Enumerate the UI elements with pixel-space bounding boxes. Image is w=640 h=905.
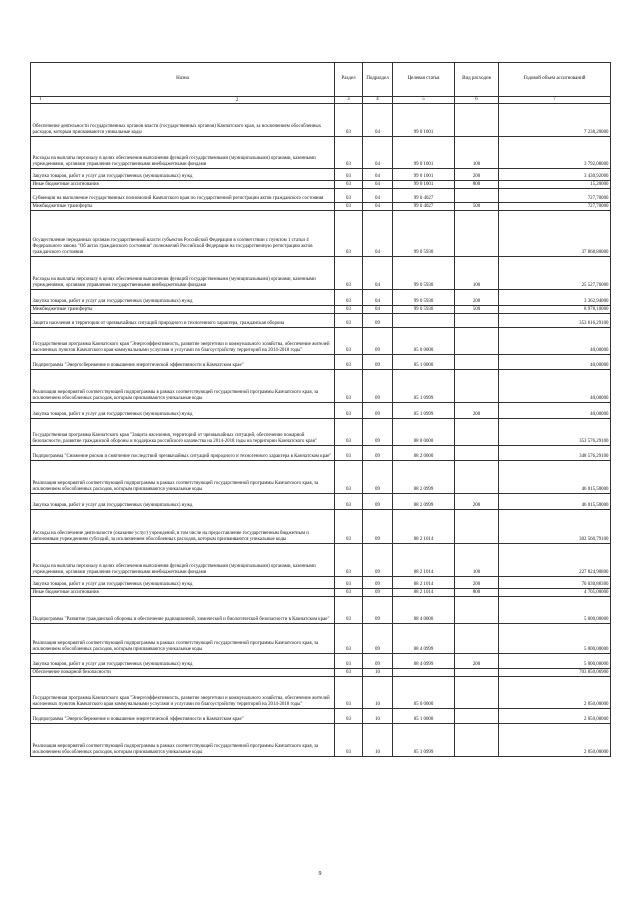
row-vid: 100 [455, 137, 499, 169]
table-body [31, 97, 611, 757]
row-razdel: 03 [335, 544, 363, 577]
column-number: 3 [335, 97, 363, 104]
row-statya: 99 0 5930 [393, 257, 455, 290]
table-row [31, 290, 611, 306]
row-razdel: 03 [335, 181, 363, 189]
table-row [31, 669, 611, 677]
column-number: 4 [363, 97, 393, 104]
row-sum: 46 015,50000 [499, 494, 611, 510]
row-name: Закупка товаров, работ и услуг для государственных (муниципальных) нужд [31, 577, 335, 589]
row-statya: 99 0 5930 [393, 290, 455, 306]
table-row [31, 446, 611, 461]
row-sum: 46 015,50000 [499, 461, 611, 494]
column-number: 7 [499, 97, 611, 104]
row-sum: 227 824,90800 [499, 544, 611, 577]
row-razdel: 03 [335, 724, 363, 757]
row-podrazdel: 09 [363, 510, 393, 544]
row-statya: 08 2 1014 [393, 544, 455, 577]
row-razdel: 03 [335, 577, 363, 589]
row-razdel: 03 [335, 677, 363, 709]
row-name: Государственная программа Камчатского края "Защита населения, территорий от чрезвычайных ситуаций, обеспечение пожарной безопасности, развитие гражданской обороны и поддержка российского казачества на 2014-2018 годы на территории Камчатского края" [31, 419, 335, 446]
row-vid: 800 [455, 181, 499, 189]
row-statya: 08 0 0000 [393, 419, 455, 446]
column-number: 1 [31, 97, 335, 104]
column-number: 5 [393, 97, 455, 104]
row-razdel: 03 [335, 189, 363, 203]
row-podrazdel: 09 [363, 328, 393, 355]
row-sum: 15,20000 [499, 181, 611, 189]
row-statya: 99 0 5930 [393, 211, 455, 257]
row-sum: 5 000,00000 [499, 654, 611, 669]
row-vid [455, 211, 499, 257]
row-vid [455, 328, 499, 355]
row-statya: 08 2 1014 [393, 510, 455, 544]
table-row [31, 169, 611, 181]
row-razdel: 03 [335, 257, 363, 290]
row-podrazdel: 04 [363, 203, 393, 211]
row-podrazdel: 10 [363, 709, 393, 724]
row-razdel: 03 [335, 419, 363, 446]
table-row [31, 306, 611, 314]
row-razdel: 03 [335, 370, 363, 403]
row-sum: 2 050,00000 [499, 724, 611, 757]
row-name: Закупка товаров, работ и услуг для государственных (муниципальных) нужд [31, 494, 335, 510]
row-vid: 200 [455, 290, 499, 306]
table-row [31, 654, 611, 669]
budget-table [30, 62, 611, 757]
column-number: 6 [455, 97, 499, 104]
row-statya: 05 1 0999 [393, 403, 455, 419]
table-row [31, 577, 611, 589]
row-razdel: 03 [335, 169, 363, 181]
row-razdel: 03 [335, 104, 363, 137]
row-podrazdel: 09 [363, 370, 393, 403]
table-row [31, 461, 611, 494]
row-statya: 05 1 0000 [393, 709, 455, 724]
row-podrazdel: 09 [363, 494, 393, 510]
row-podrazdel: 09 [363, 654, 393, 669]
row-podrazdel: 09 [363, 597, 393, 624]
row-vid: 200 [455, 403, 499, 419]
row-razdel: 03 [335, 403, 363, 419]
header-vid: Вид расходов [455, 63, 499, 97]
row-podrazdel: 04 [363, 290, 393, 306]
row-name: Расходы на выплаты персоналу в целях обеспечения выполнения функций государственными (муниципальными) органами, казенными учреждениями, органами управления государственными внебюджетными фондами [31, 544, 335, 577]
row-name: Закупка товаров, работ и услуг для государственных (муниципальных) нужд [31, 290, 335, 306]
row-podrazdel: 04 [363, 181, 393, 189]
row-statya [393, 669, 455, 677]
row-vid: 500 [455, 203, 499, 211]
document-page [30, 62, 610, 757]
table-row [31, 314, 611, 328]
row-name: Реализация мероприятий соответствующей подпрограммы в рамках соответствующей государственной программы Камчатского края, за исключением обособленных расходов, которым присваиваются уникальные коды [31, 461, 335, 494]
table-row [31, 355, 611, 370]
table-row [31, 510, 611, 544]
row-name: Осуществление переданных органам государственной власти субъектов Российской Федерации в соответствии с пунктом 1 статьи 4 Федерального закона "Об актах гражданского состояния" полномочий Российской Федерации на государственную регистрацию актов гражданского состояния [31, 211, 335, 257]
row-razdel: 03 [335, 589, 363, 597]
row-statya: 08 2 0999 [393, 461, 455, 494]
row-statya: 05 1 0999 [393, 370, 455, 403]
row-name: Реализация мероприятий соответствующей подпрограммы в рамках соответствующей государственной программы Камчатского края, за исключением обособленных расходов, которым присваиваются уникальные коды [31, 370, 335, 403]
header-podrazdel: Подраздел [363, 63, 393, 97]
row-statya [393, 314, 455, 328]
row-vid [455, 104, 499, 137]
row-name: Межбюджетные трансферты [31, 306, 335, 314]
table-row [31, 137, 611, 169]
row-sum: 70 030,88300 [499, 577, 611, 589]
row-statya: 99 0 4027 [393, 203, 455, 211]
row-vid: 500 [455, 306, 499, 314]
row-sum: 2 050,00000 [499, 677, 611, 709]
row-statya: 99 0 1001 [393, 181, 455, 189]
row-statya: 08 2 0000 [393, 446, 455, 461]
table-row [31, 257, 611, 290]
table-row [31, 328, 611, 355]
table-row [31, 419, 611, 446]
row-vid [455, 355, 499, 370]
row-razdel: 03 [335, 211, 363, 257]
row-name: Государственная программа Камчатского края "Энергоэффективность, развитие энергетики и коммунального хозяйства, обеспечение жителей населенных пунктов Камчатского края коммунальными услугами и услугами по благоустройству территорий на 2014-2018 годы" [31, 328, 335, 355]
row-name: Подпрограмма "Энергосбережение и повышение энергетической эффективности в Камчатском крае" [31, 355, 335, 370]
row-razdel: 03 [335, 137, 363, 169]
row-razdel: 03 [335, 446, 363, 461]
row-vid [455, 709, 499, 724]
row-podrazdel: 04 [363, 211, 393, 257]
row-name: Подпрограмма "Развитие гражданской обороны и обеспечение радиационной, химической и биологической безопасности в Камчатском крае" [31, 597, 335, 624]
row-razdel: 03 [335, 709, 363, 724]
row-statya: 08 4 0999 [393, 624, 455, 654]
row-name: Подпрограмма "Снижение рисков и смягчение последствий чрезвычайных ситуаций природного и техногенного характера в Камчатском крае" [31, 446, 335, 461]
row-razdel: 03 [335, 203, 363, 211]
row-podrazdel: 10 [363, 669, 393, 677]
table-row [31, 403, 611, 419]
row-podrazdel: 09 [363, 403, 393, 419]
column-number-2: 2 [236, 98, 239, 103]
row-razdel: 03 [335, 510, 363, 544]
row-name: Закупка товаров, работ и услуг для государственных (муниципальных) нужд [31, 169, 335, 181]
row-sum: 353 576,29100 [499, 419, 611, 446]
page-number: 9 [318, 871, 322, 877]
row-podrazdel: 09 [363, 355, 393, 370]
row-name: Субвенции на выполнение государственных полномочий Камчатского края по государственной регистрации актов гражданского состояния [31, 189, 335, 203]
row-razdel: 03 [335, 290, 363, 306]
row-vid: 200 [455, 577, 499, 589]
row-sum: 3 430,92000 [499, 169, 611, 181]
row-sum: 8 978,10000 [499, 306, 611, 314]
row-sum: 727,70000 [499, 189, 611, 203]
row-statya: 08 4 0000 [393, 597, 455, 624]
row-sum: 40,00000 [499, 370, 611, 403]
row-name: Межбюджетные трансферты [31, 203, 335, 211]
row-podrazdel: 09 [363, 624, 393, 654]
row-sum: 3 792,08000 [499, 137, 611, 169]
row-podrazdel: 04 [363, 306, 393, 314]
row-vid [455, 597, 499, 624]
row-podrazdel: 04 [363, 169, 393, 181]
table-row [31, 589, 611, 597]
row-name: Реализация мероприятий соответствующей подпрограммы в рамках соответствующей государственной программы Камчатского края, за исключением обособленных расходов, которым присваиваются уникальные коды [31, 724, 335, 757]
row-razdel: 03 [335, 654, 363, 669]
row-sum: 3 362,94000 [499, 290, 611, 306]
row-vid [455, 189, 499, 203]
row-razdel: 03 [335, 624, 363, 654]
header-razdel: Раздел [335, 63, 363, 97]
table-row [31, 203, 611, 211]
row-statya: 99 0 4027 [393, 189, 455, 203]
row-sum: 40,00000 [499, 403, 611, 419]
table-row [31, 624, 611, 654]
row-name: Обеспечение пожарной безопасности [31, 669, 335, 677]
row-podrazdel: 09 [363, 544, 393, 577]
row-vid: 100 [455, 257, 499, 290]
row-name: Иные бюджетные ассигнования [31, 181, 335, 189]
row-podrazdel: 09 [363, 446, 393, 461]
table-row [31, 181, 611, 189]
row-vid [455, 624, 499, 654]
row-vid: 100 [455, 544, 499, 577]
row-statya: 08 2 0999 [393, 494, 455, 510]
header-statya: Целевая статья [393, 63, 455, 97]
row-sum: 4 705,00000 [499, 589, 611, 597]
row-razdel: 03 [335, 314, 363, 328]
table-row [31, 370, 611, 403]
row-podrazdel: 09 [363, 589, 393, 597]
row-sum: 5 000,00000 [499, 597, 611, 624]
row-statya: 99 0 1001 [393, 104, 455, 137]
row-name: Иные бюджетные ассигнования [31, 589, 335, 597]
row-vid: 200 [455, 654, 499, 669]
row-sum: 2 050,00000 [499, 709, 611, 724]
table-row [31, 494, 611, 510]
row-statya: 99 0 1001 [393, 137, 455, 169]
table-header-row [31, 63, 611, 97]
row-name: Обеспечение деятельности государственных органов власти (государственных органов) Камчатского края, за исключением обособленных расходов, которым присваиваются уникальные коды [31, 104, 335, 137]
table-row [31, 597, 611, 624]
row-vid [455, 677, 499, 709]
row-podrazdel: 09 [363, 314, 393, 328]
table-row [31, 104, 611, 137]
row-podrazdel: 09 [363, 461, 393, 494]
row-statya: 99 0 1001 [393, 169, 455, 181]
row-razdel: 03 [335, 461, 363, 494]
column-numbers-row [31, 97, 611, 104]
row-razdel: 03 [335, 355, 363, 370]
row-vid: 200 [455, 494, 499, 510]
row-sum: 25 527,76000 [499, 257, 611, 290]
row-statya: 08 2 1014 [393, 577, 455, 589]
row-statya: 05 0 0000 [393, 677, 455, 709]
row-vid [455, 510, 499, 544]
row-razdel: 03 [335, 669, 363, 677]
row-sum: 40,00000 [499, 355, 611, 370]
row-podrazdel: 04 [363, 104, 393, 137]
table-row [31, 211, 611, 257]
row-name: Закупка товаров, работ и услуг для государственных (муниципальных) нужд [31, 654, 335, 669]
row-razdel: 03 [335, 494, 363, 510]
row-podrazdel: 09 [363, 419, 393, 446]
row-vid [455, 724, 499, 757]
table-row [31, 724, 611, 757]
table-row [31, 677, 611, 709]
row-podrazdel: 04 [363, 137, 393, 169]
row-podrazdel: 04 [363, 257, 393, 290]
table-row [31, 709, 611, 724]
row-statya: 99 0 5930 [393, 306, 455, 314]
row-razdel: 03 [335, 306, 363, 314]
row-sum: 5 000,00000 [499, 624, 611, 654]
row-statya: 05 1 0999 [393, 724, 455, 757]
row-vid: 800 [455, 589, 499, 597]
row-name: Закупка товаров, работ и услуг для государственных (муниципальных) нужд [31, 403, 335, 419]
row-statya: 08 2 1014 [393, 589, 455, 597]
row-name: Расходы на выплаты персоналу в целях обеспечения выполнения функций государственными (муниципальными) органами, казенными учреждениями, органами управления государственными внебюджетными фондами [31, 137, 335, 169]
row-vid [455, 370, 499, 403]
row-sum: 40,00000 [499, 328, 611, 355]
row-sum: 703 850,06900 [499, 669, 611, 677]
table-row [31, 189, 611, 203]
row-sum: 727,70000 [499, 203, 611, 211]
row-name: Расходы на обеспечение деятельности (оказание услуг) учреждений, в том числе на предоставление государственным бюджетным и автономным учреждениям субсидий, за исключением обособленных расходов, которым присваиваются уникальные коды [31, 510, 335, 544]
row-statya: 05 0 0000 [393, 328, 455, 355]
row-name: Расходы на выплаты персоналу в целях обеспечения выполнения функций государственными (муниципальными) органами, казенными учреждениями, органами управления государственными внебюджетными фондами [31, 257, 335, 290]
row-podrazdel: 04 [363, 189, 393, 203]
row-podrazdel: 10 [363, 724, 393, 757]
row-vid [455, 314, 499, 328]
row-vid [455, 461, 499, 494]
row-statya: 05 1 0000 [393, 355, 455, 370]
row-vid [455, 446, 499, 461]
row-sum: 348 576,29100 [499, 446, 611, 461]
row-sum: 302 560,79100 [499, 510, 611, 544]
row-razdel: 03 [335, 328, 363, 355]
row-vid [455, 419, 499, 446]
header-sum: Годовой объем ассигнований [499, 63, 611, 97]
header-name: Назна [31, 63, 335, 97]
row-name: Подпрограмма "Энергосбережение и повышение энергетической эффективности в Камчатском крае" [31, 709, 335, 724]
row-statya: 08 4 0999 [393, 654, 455, 669]
row-vid: 200 [455, 169, 499, 181]
row-podrazdel: 10 [363, 677, 393, 709]
row-sum: 37 868,80000 [499, 211, 611, 257]
row-sum: 7 238,20000 [499, 104, 611, 137]
row-sum: 353 616,29100 [499, 314, 611, 328]
row-name: Реализация мероприятий соответствующей подпрограммы в рамках соответствующей государственной программы Камчатского края, за исключением обособленных расходов, которым присваиваются уникальные коды [31, 624, 335, 654]
row-name: Защита населения и территории от чрезвычайных ситуаций природного и техногенного характера, гражданская оборона [31, 314, 335, 328]
row-podrazdel: 09 [363, 577, 393, 589]
row-razdel: 03 [335, 597, 363, 624]
table-row [31, 544, 611, 577]
row-name: Государственная программа Камчатского края "Энергоэффективность, развитие энергетики и коммунального хозяйства, обеспечение жителей населенных пунктов Камчатского края коммунальными услугами и услугами по благоустройству территорий на 2014-2018 годы" [31, 677, 335, 709]
row-vid [455, 669, 499, 677]
